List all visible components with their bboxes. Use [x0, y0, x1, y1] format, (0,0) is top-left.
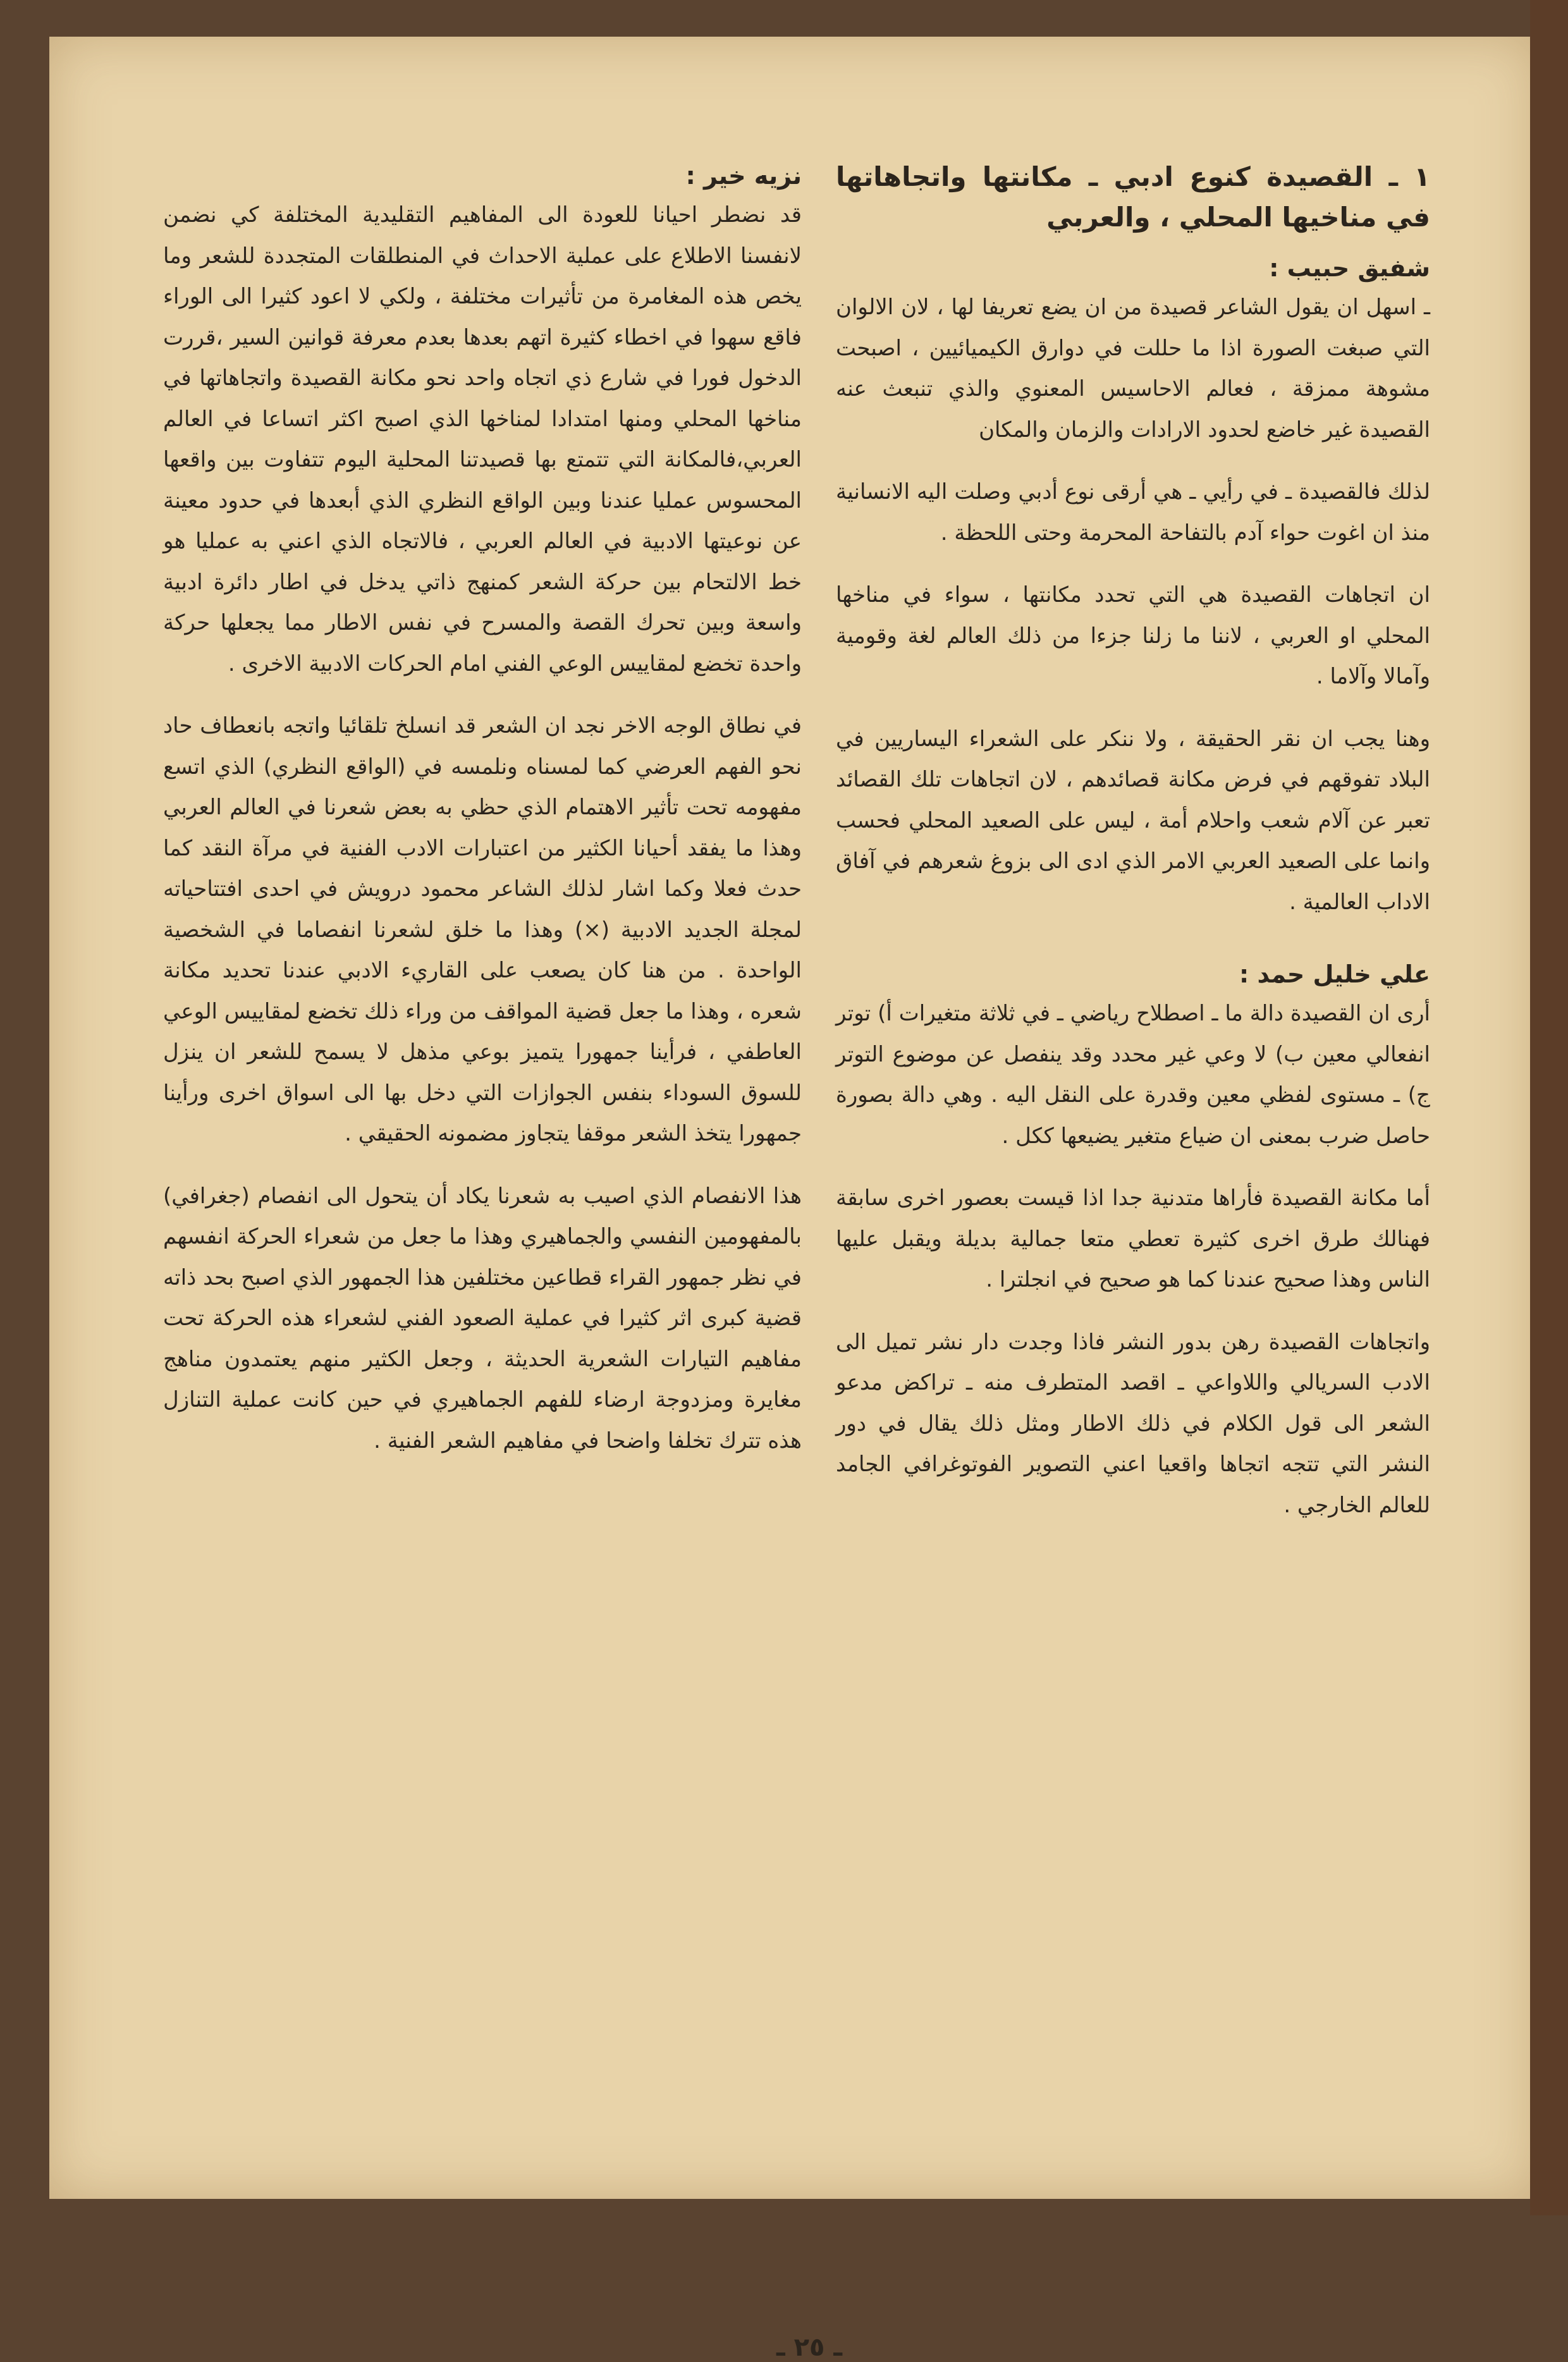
left-column — [163, 157, 802, 1483]
paragraph: في نطاق الوجه الاخر نجد ان الشعر قد انسلخ تلقائيا واتجه بانعطاف حاد نحو الفهم العرضي كما لمسناه ونلمسه في (الواقع النظري) الذي اتسع مفهومه تحت تأثير الاهتمام الذي حظي به بعض شعرنا في العالم العربي وهذا ما يفقد أحيانا الكثير من اعتبارات الادب الفنية في مرآة النقد كما حدث فعلا وكما اشار لذلك الشاعر محمود درويش في احدى افتتاحياته لمجلة الجديد الادبية (×) وهذا ما خلق لشعرنا انفصاما في الشخصية الواحدة . من هنا كان يصعب على القاريء الادبي عندنا تحديد مكانة شعره ، وهذا ما جعل قضية المواقف من وراء ذلك تخضع لمقاييس الوعي العاطفي ، فرأينا جمهورا يتميز بوعي مذهل لا يسمح للشعر ان ينزل للسوق السوداء بنفس الجوازات التي دخل بها الى اسواق اخرى ورأينا جمهورا يتخذ الشعر موقفا يتجاوز مضمونه الحقيقي . — [163, 713, 802, 1146]
paragraph: أرى ان القصيدة دالة ما ـ اصطلاح رياضي ـ في ثلاثة متغيرات أ) توتر انفعالي معين ب) لا وعي غير محدد وقد ينفصل عن موضوع التوتر ج) ـ مستوى لفظي معين وقدرة على النقل اليه . وهي دالة بصورة حاصل ضرب بمعنى ان ضياع متغير يضيعها ككل . — [836, 1001, 1430, 1149]
paragraph: لذلك فالقصيدة ـ في رأيي ـ هي أرقى نوع أدبي وصلت اليه الانسانية منذ ان اغوت حواء آدم بالتفاحة المحرمة وحتى اللحظة . — [836, 479, 1430, 546]
paragraph: ان اتجاهات القصيدة هي التي تحدد مكانتها ، سواء في مناخها المحلي او العربي ، لاننا ما زلنا جزءا من ذلك العالم لغة وقومية وآمالا وآلاما . — [836, 582, 1430, 689]
paragraph: وهنا يجب ان نقر الحقيقة ، ولا ننكر على الشعراء اليساريين في البلاد تفوقهم في فرض مكانة قصائدهم ، لان اتجاهات تلك القصائد تعبر عن آلام شعب واحلام أمة ، ليس على الصعيد المحلي فحسب وانما على الصعيد العربي الامر الذي ادى الى بزوغ شعرهم في آفاق الاداب العالمية . — [836, 726, 1430, 915]
binding-edge — [1530, 0, 1568, 2215]
paragraph: ـ اسهل ان يقول الشاعر قصيدة من ان يضع تعريفا لها ، لان الالوان التي صبغت الصورة اذا ما حللت في دوارق الكيميائيين ، اصبحت مشوهة ممزقة ، فعالم الاحاسيس المعنوي والذي تنبعث عنه القصيدة غير خاضع لحدود الارادات والزمان والمكان — [836, 295, 1430, 443]
page-number: ـ ٢٥ ـ — [776, 2333, 843, 2362]
author-name: علي خليل حمد : — [1239, 960, 1430, 988]
paragraph: أما مكانة القصيدة فأراها متدنية جدا اذا قيست بعصور اخرى سابقة فهنالك طرق اخرى كثيرة تعطي متعا جمالية بديلة ويقبل عليها الناس وهذا صحيح عندنا كما هو صحيح في انجلترا . — [836, 1185, 1430, 1292]
paragraph: قد نضطر احيانا للعودة الى المفاهيم التقليدية المختلفة كي نضمن لانفسنا الاطلاع على عملية الاحداث في المنطلقات المتجددة للشعر وما يخص هذه المغامرة من تأثيرات مختلفة ، ولكي لا اعود كثيرا الى الوراء فاقع سهوا في اخطاء كثيرة اتهم بعدها بعدم معرفة قوانين السير ،قررت الدخول فورا في شارع ذي اتجاه واحد نحو مكانة القصيدة واتجاهاتها في مناخها المحلي ومنها امتدادا لمناخها الذي اصبح اكثر اتساعا في العالم العربي،فالمكانة التي تتمتع بها قصيدتنا المحلية اليوم تتفاوت بين واقعها المحسوس عمليا عندنا وبين الواقع النظري الذي أبعدها في حدود معينة عن نوعيتها الادبية في العالم العربي ، فالاتجاه الذي اعني به عمليا هو خط الالتحام بين حركة الشعر كمنهج ذاتي يدخل في اطار دائرة ادبية واسعة وبين تحرك القصة والمسرح في نفس الاطار مما يجعلها حركة واحدة تخضع لمقاييس الوعي الفني امام الحركات الادبية الاخرى . — [163, 202, 802, 676]
article-title: ١ ـ القصيدة كنوع ادبي ـ مكانتها واتجاهاتها في مناخيها المحلي ، والعربي — [836, 161, 1430, 233]
right-column — [836, 157, 1430, 1547]
paragraph: هذا الانفصام الذي اصيب به شعرنا يكاد أن يتحول الى انفصام (جغرافي) بالمفهومين النفسي والجماهيري وهذا ما جعل من شعراء الحركة انفسهم في نظر جمهور القراء قطاعين مختلفين هذا الجمهور الذي اصبح بحد ذاته قضية كبرى اثر كثيرا في عملية الصعود الفني لشعراء هذه الحركة تحت مفاهيم التيارات الشعرية الحديثة ، وجعل الكثير منهم يعتمدون مناهج مغايرة ومزدوجة ارضاء للفهم الجماهيري في حين كانت عملية التنازل هذه تترك تخلفا واضحا في مفاهيم الشعر الفنية . — [163, 1183, 802, 1453]
author-name: نزيه خير : — [685, 162, 802, 190]
paragraph: واتجاهات القصيدة رهن بدور النشر فاذا وجدت دار نشر تميل الى الادب السريالي واللاواعي ـ اقصد المتطرف منه ـ تراكض مدعو الشعر الى قول الكلام في ذلك الاطار ومثل ذلك يقال في دور النشر التي تتجه اتجاها واقعيا اعني التصوير الفوتوغرافي الجامد للعالم الخارجي . — [836, 1329, 1430, 1518]
author-name: شفيق حبيب : — [1269, 254, 1430, 282]
